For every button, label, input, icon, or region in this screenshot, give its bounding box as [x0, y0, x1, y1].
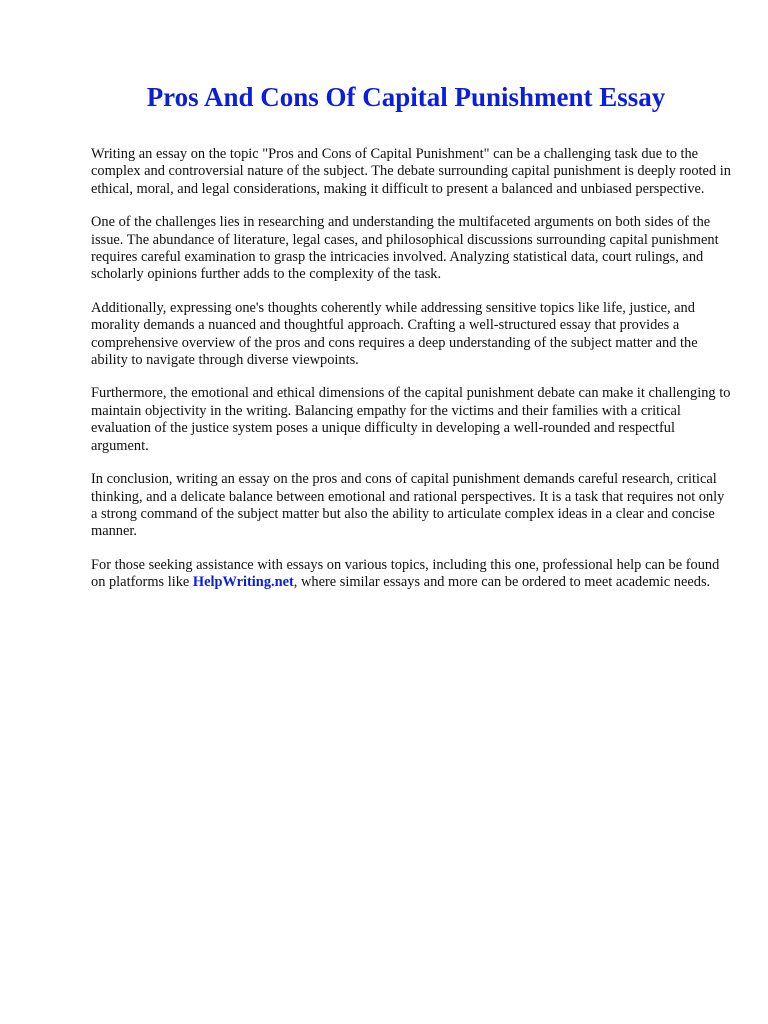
page-title: Pros And Cons Of Capital Punishment Essay — [146, 82, 666, 112]
paragraph-additionally: Additionally, expressing one's thoughts coherently while addressing sensitive topics like life, justice, and morality demands a nuanced and thoughtful approach. Crafting a well-structured essay that provides a comprehensive overview of the pros and cons requires a deep understanding of the subject matter and the ability to navigate through diverse viewpoints. — [91, 299, 698, 369]
paragraph-intro: Writing an essay on the topic "Pros and Cons of Capital Punishment" can be a challenging task due to the complex and controversial nature of the subject. The debate surrounding capital punishment is deeply rooted in ethical, moral, and legal considerations, making it difficult to present a balanced and unbiased perspective. — [91, 146, 731, 197]
helpwriting-link[interactable]: HelpWriting.net — [192, 574, 294, 591]
essay-body — [91, 146, 733, 608]
paragraph-furthermore: Furthermore, the emotional and ethical dimensions of the capital punishment debate can make it challenging to maintain objectivity in the writing. Balancing empathy for the victims and their families with a critical evaluation of the justice system poses a unique difficulty in developing a well-rounded and respectful argument. — [91, 385, 731, 454]
paragraph-closing — [91, 557, 733, 592]
closing-text-after-link: , where similar essays and more can be ordered to meet academic needs. — [293, 574, 711, 591]
paragraph-challenges: One of the challenges lies in researching and understanding the multifaceted arguments on both sides of the issue. The abundance of literature, legal cases, and philosophical discussions surrounding capital punishment requires careful examination to grasp the intricacies involved. Analyzing statistical data, court rulings, and scholarly opinions further adds to the complexity of the task. — [91, 214, 719, 283]
paragraph-conclusion: In conclusion, writing an essay on the pros and cons of capital punishment demands careful research, critical thinking, and a delicate balance between emotional and rational perspectives. It is a task that requires not only a strong command of the subject matter but also the ability to articulate complex ideas in a clear and concise manner. — [91, 471, 725, 540]
closing-text-before-link: For those seeking assistance with essays on various topics, including this one, professional help can be found on platforms like — [91, 556, 720, 591]
